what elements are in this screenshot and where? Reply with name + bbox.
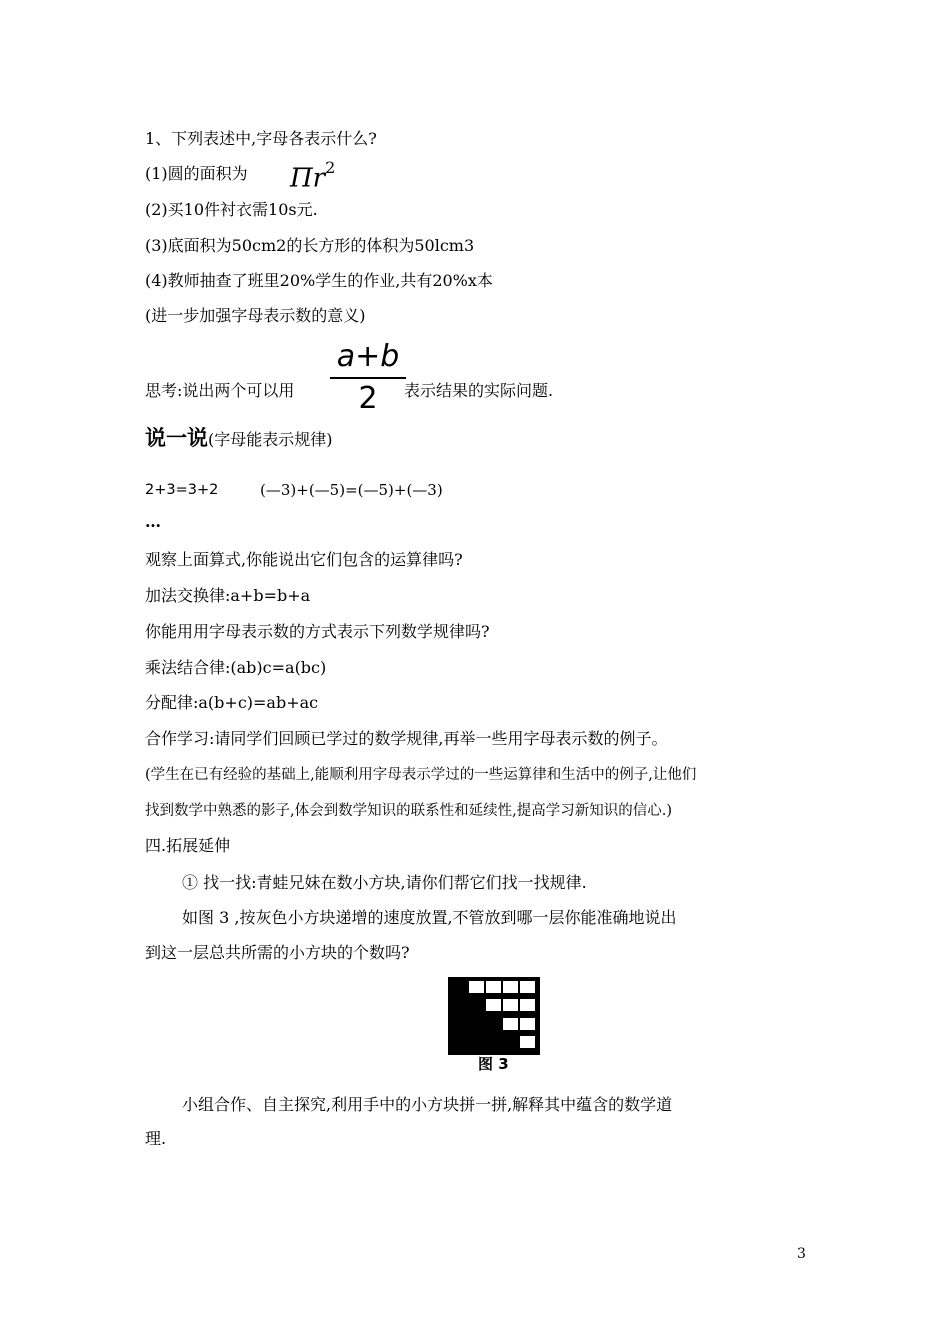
q1-note: (进一步加强字母表示数的意义) (145, 306, 366, 325)
fraction-formula (330, 340, 406, 415)
note-line-2: 找到数学中熟悉的影子,体会到数学知识的联系性和延续性,提高学习新知识的信心.) (145, 803, 672, 819)
figure-desc-line-1: 如图 3 ,按灰色小方块递增的速度放置,不管放到哪一层你能准确地说出 (182, 908, 677, 927)
white-block (519, 1017, 536, 1031)
white-block (485, 980, 502, 994)
ask-text: 你能用用字母表示数的方式表示下列数学规律吗? (145, 622, 490, 641)
group-line-1: 小组合作、自主探究,利用手中的小方块拼一拼,解释其中蕴含的数学道 (182, 1095, 673, 1114)
fraction-denominator: 2 (358, 381, 378, 416)
white-block (502, 980, 519, 994)
white-block (519, 1035, 536, 1049)
white-block (519, 998, 536, 1012)
find-text: ① 找一找:青蛙兄妹在数小方块,请你们帮它们找一找规律. (182, 873, 587, 892)
section-title: 说一说 (145, 426, 208, 450)
law-addition-commutative: 加法交换律:a+b=b+a (145, 586, 311, 605)
section-heading (145, 424, 333, 454)
law-multiplication-associative: 乘法结合律:(ab)c=a(bc) (145, 658, 327, 677)
think-prefix: 思考:说出两个可以用 (145, 381, 295, 400)
note-line-1: (学生在已有经验的基础上,能顺利用字母表示学过的一些运算律和生活中的例子,让他们 (145, 767, 697, 783)
section4-heading: 四.拓展延伸 (145, 836, 231, 855)
group-line-2: 理. (145, 1129, 167, 1148)
fraction-numerator: a+b (336, 339, 400, 374)
observe-text: 观察上面算式,你能说出它们包含的运算律吗? (145, 550, 463, 569)
coop-text: 合作学习:请同学们回顾已学过的数学规律,再举一些用字母表示数的例子。 (145, 729, 668, 748)
area-formula-exponent: 2 (325, 158, 336, 177)
q1-item1-prefix: (1)圆的面积为 (145, 164, 248, 183)
q1-title: 1、下列表述中,字母各表示什么? (145, 129, 377, 148)
page-number: 3 (797, 1246, 806, 1262)
white-block (519, 980, 536, 994)
q1-item4: (4)教师抽查了班里20%学生的作业,共有20%x本 (145, 271, 493, 290)
fraction-bar (330, 377, 406, 379)
q1-item2: (2)买10件衬衣需10s元. (145, 200, 318, 219)
area-formula (290, 158, 336, 194)
figure-caption: 图 3 (478, 1055, 509, 1073)
q1-item3: (3)底面积为50cm2的长方形的体积为50lcm3 (145, 236, 475, 255)
white-block (468, 980, 485, 994)
white-block (502, 998, 519, 1012)
example-eq1: 2+3=3+2 (145, 482, 219, 498)
law-distributive: 分配律:a(b+c)=ab+ac (145, 693, 319, 712)
white-block (485, 998, 502, 1012)
figure-desc-line-2: 到这一层总共所需的小方块的个数吗? (145, 943, 410, 962)
white-block (502, 1017, 519, 1031)
example-ellipsis: … (145, 512, 161, 531)
area-formula-base: Πr (290, 163, 326, 194)
section-subtitle: (字母能表示规律) (208, 430, 333, 449)
example-eq2: (—3)+(—5)=(—5)+(—3) (260, 481, 443, 499)
think-suffix: 表示结果的实际问题. (404, 381, 554, 400)
figure-3-staircase (448, 977, 540, 1055)
